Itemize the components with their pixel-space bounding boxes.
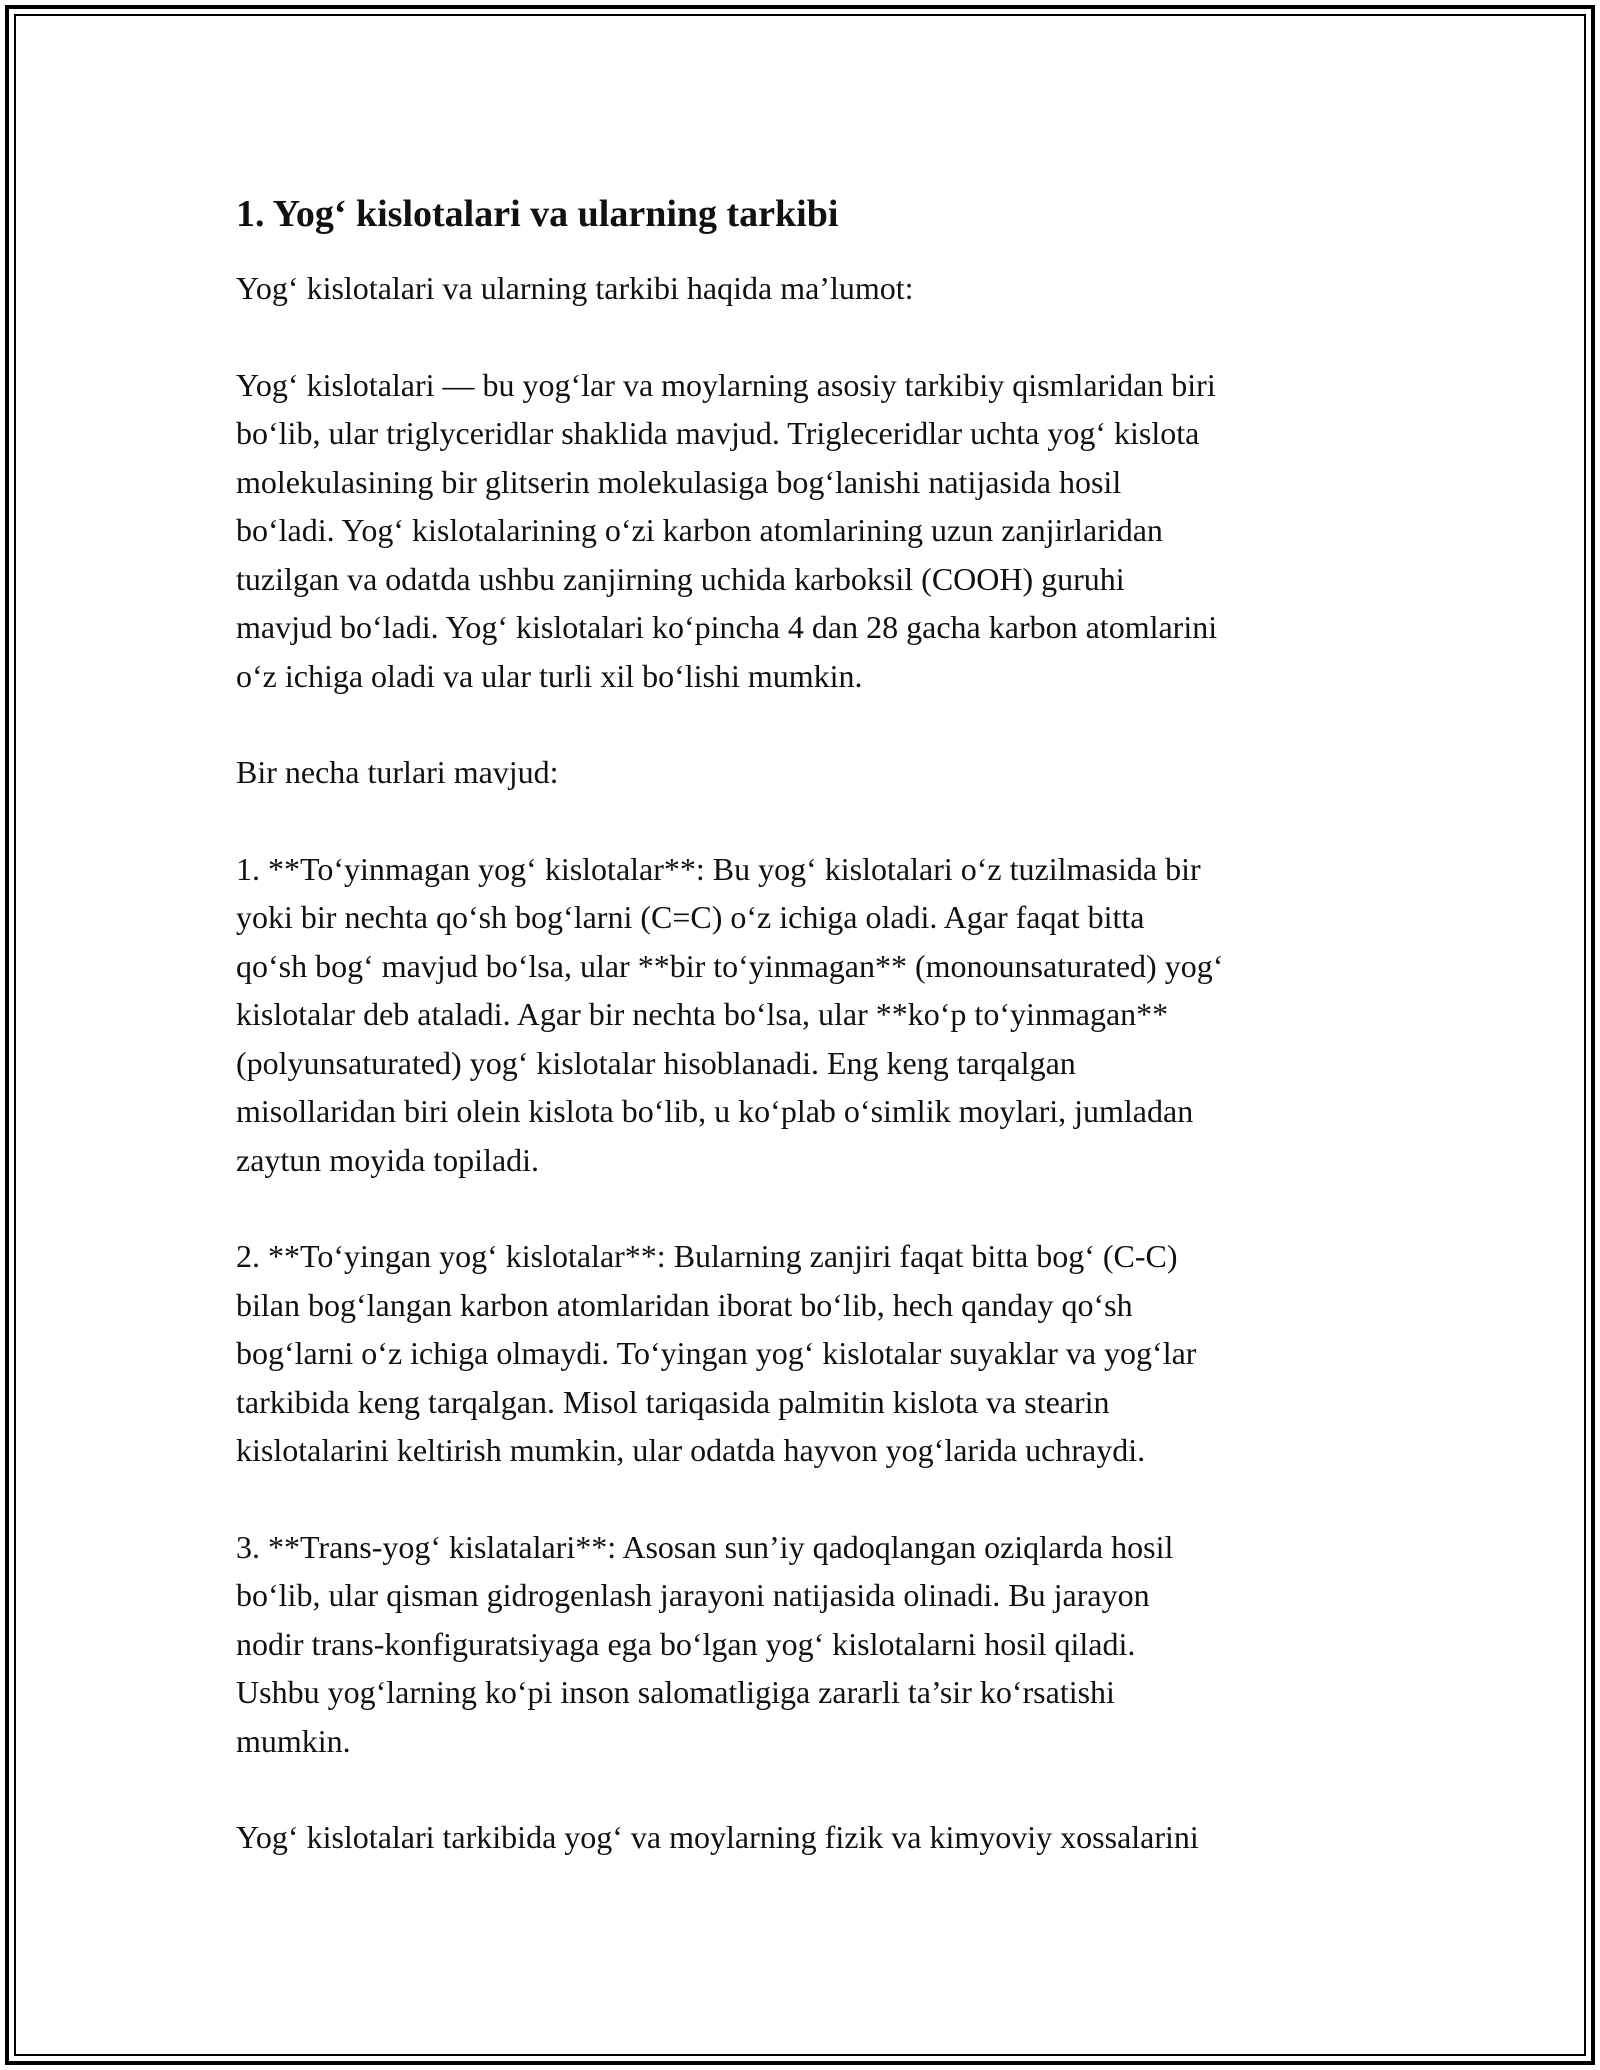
closing-paragraph: Yog‘ kislotalari tarkibida yog‘ va moylarning fizik va kimyoviy xossalarini <box>236 1819 1199 1855</box>
list-item-unsaturated: 1. **To‘yinmagan yog‘ kislotalar**: Bu yog‘ kislotalari o‘z tuzilmasida bir yoki bir nechta qo‘sh bog‘larni (C=C) o‘z ichiga oladi. Agar faqat bitta qo‘sh bog‘ mavjud bo‘lsa, ular **bir to‘yinmagan** (monounsaturated) yog‘ kislotalar deb ataladi. Agar bir nechta bo‘lsa, ular **ko‘p to‘yinmagan** (polyunsaturated) yog‘ kislotalar hisoblanadi. Eng keng tarqalgan misollaridan biri olein kislota bo‘lib, u ko‘plab o‘simlik moylari, jumladan zaytun moyida topiladi. <box>236 850 1224 1178</box>
list-item-trans: 3. **Trans-yog‘ kislatalari**: Asosan sun’iy qadoqlangan oziqlarda hosil bo‘lib, ular qisman gidrogenlash jarayoni natijasida olinadi. Bu jarayon nodir trans-konfiguratsiyaga ega bo‘lgan yog‘ kislotalarni hosil qiladi. Ushbu yog‘larning ko‘pi inson salomatligiga zararli ta’sir ko‘rsatishi mumkin. <box>236 1528 1174 1759</box>
types-intro-paragraph: Bir necha turlari mavjud: <box>236 754 559 790</box>
document-heading: 1. Yog‘ kislotalari va ularning tarkibi <box>236 193 839 235</box>
list-item-saturated: 2. **To‘yingan yog‘ kislotalar**: Bularning zanjiri faqat bitta bog‘ (C-C) bilan bog‘langan karbon atomlaridan iborat bo‘lib, hech qanday qo‘sh bog‘larni o‘z ichiga olmaydi. To‘yingan yog‘ kislotalar suyaklar va yog‘lar tarkibida keng tarqalgan. Misol tariqasida palmitin kislota va stearin kislotalarini keltirish mumkin, ular odatda hayvon yog‘larida uchraydi. <box>236 1238 1197 1468</box>
definition-paragraph: Yog‘ kislotalari — bu yog‘lar va moylarning asosiy tarkibiy qismlaridan biri bo‘lib, ular triglyceridlar shaklida mavjud. Trigleceridlar uchta yog‘ kislota molekulasining bir glitserin molekulasiga bog‘lanishi natijasida hosil bo‘ladi. Yog‘ kislotalarining o‘zi karbon atomlarining uzun zanjirlaridan tuzilgan va odatda ushbu zanjirning uchida karboksil (COOH) guruhi mavjud bo‘ladi. Yog‘ kislotalari ko‘pincha 4 dan 28 gacha karbon atomlarini o‘z ichiga oladi va ular turli xil bo‘lishi mumkin. <box>236 366 1218 694</box>
intro-paragraph: Yog‘ kislotalari va ularning tarkibi haqida ma’lumot: <box>236 270 914 306</box>
document-body <box>236 186 1386 1910</box>
